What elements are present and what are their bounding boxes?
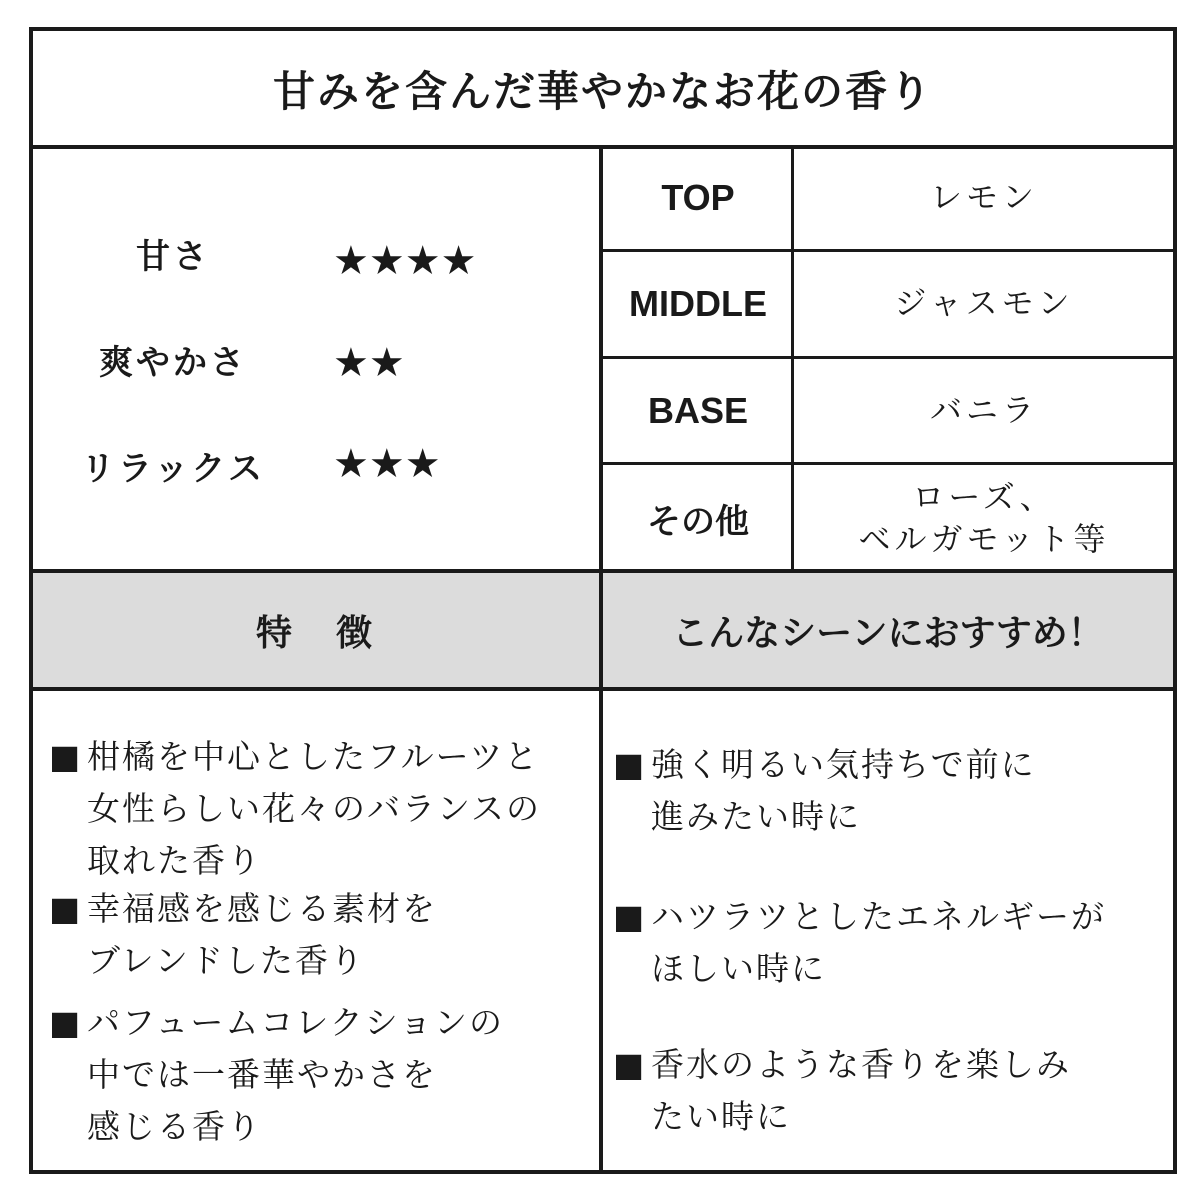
rating-label-relax: リラックス — [81, 449, 265, 489]
note-value-line: ベルガモット等 — [858, 519, 1110, 558]
feature-line: 柑橘を中心としたフルーツと — [87, 737, 540, 776]
feature-item — [49, 997, 597, 1153]
note-value-base — [795, 359, 1173, 462]
rating-label-sweetness: 甘さ — [136, 237, 210, 277]
feature-line: 幸福感を感じる素材を — [87, 889, 437, 928]
scene-line: ハツラツとしたエネルギーが — [651, 897, 1106, 936]
bullet-square-icon: ■ — [49, 889, 83, 928]
scene-line: ほしい時に — [651, 949, 826, 988]
note-label-middle: MIDDLE — [629, 283, 767, 324]
feature-line: 女性らしい花々のバランスの — [87, 789, 542, 828]
scene-line: たい時に — [651, 1097, 791, 1136]
bullet-square-icon: ■ — [49, 737, 83, 776]
scene-line: 進みたい時に — [651, 797, 861, 836]
note-label-other: その他 — [647, 502, 749, 542]
note-value-middle — [795, 252, 1173, 356]
features-header: 特 徴 — [255, 613, 376, 654]
feature-line: パフュームコレクションの — [87, 1003, 505, 1042]
feature-line: ブレンドした香り — [87, 941, 365, 980]
note-value-other — [795, 465, 1173, 572]
scene-line: 香水のような香りを楽しみ — [651, 1045, 1071, 1084]
bullet-square-icon: ■ — [613, 897, 647, 936]
note-value-line: バニラ — [929, 390, 1038, 429]
feature-line: 感じる香り — [87, 1107, 262, 1146]
note-label-base: BASE — [647, 389, 749, 431]
scene-item — [613, 891, 1169, 995]
info-card — [29, 27, 1177, 1174]
bullet-square-icon: ■ — [613, 745, 647, 784]
rating-stars-relax: ★★★ — [333, 441, 441, 487]
feature-line: 取れた香り — [87, 841, 262, 880]
feature-item — [49, 883, 597, 987]
card-title: 甘みを含んだ華やかなお花の香り — [272, 67, 933, 116]
note-value-line: ローズ、 — [912, 477, 1056, 516]
scene-item — [613, 739, 1169, 843]
scene-item — [613, 1039, 1169, 1143]
rating-stars-sweetness: ★★★★ — [333, 238, 477, 284]
note-label-top: TOP — [661, 177, 735, 218]
bullet-square-icon: ■ — [613, 1045, 647, 1084]
scene-line: 強く明るい気持ちで前に — [651, 745, 1036, 784]
bullet-square-icon: ■ — [49, 1003, 83, 1042]
note-value-top — [795, 147, 1173, 249]
note-value-line: ジャスモン — [894, 284, 1074, 323]
rating-stars-freshness: ★★ — [333, 340, 405, 386]
feature-item — [49, 731, 597, 887]
rating-label-freshness: 爽やかさ — [99, 343, 247, 383]
feature-line: 中では一番華やかさを — [87, 1055, 437, 1094]
scenes-header: こんなシーンにおすすめ！ — [672, 613, 1104, 654]
note-value-line: レモン — [929, 178, 1038, 217]
